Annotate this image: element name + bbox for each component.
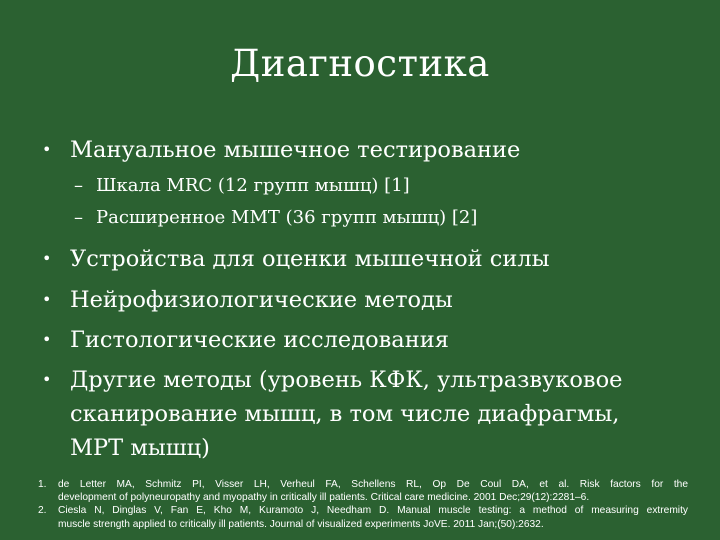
reference-text: development of polyneuropathy and myopathy in critically ill patients. Critical care medicine. 2001 Dec;29(12):2281–6.: [58, 492, 590, 504]
reference-text: de Letter MA, Schmitz PI, Visser LH, Verheul FA, Schellens RL, Op De Coul DA, et al. Risk factors for the: [58, 479, 688, 490]
bullet-item-strength-devices: [42, 242, 550, 276]
reference-item: [38, 504, 688, 530]
dash-icon: –: [74, 207, 83, 228]
bullet-text: Гистологические исследования: [70, 327, 449, 353]
bullet-item-manual-testing: [42, 133, 520, 167]
reference-text: Ciesla N, Dinglas V, Fan E, Kho M, Kuramoto J, Needham D. Manual muscle testing: a method of measuring extremity: [58, 505, 688, 517]
reference-number: 1.: [38, 479, 47, 490]
bullet-line: сканирование мышц, в том числе диафрагмы,: [70, 401, 620, 427]
bullet-icon: •: [42, 140, 52, 159]
sub-bullet-text: Шкала MRC (12 групп мышц) [1]: [96, 175, 410, 196]
bullet-icon: •: [42, 330, 52, 349]
bullet-text: Устройства для оценки мышечной силы: [70, 246, 550, 272]
bullet-text: Мануальное мышечное тестирование: [70, 137, 521, 163]
slide-title: Диагностика: [230, 42, 490, 85]
sub-bullet-text: Расширенное ММТ (36 групп мышц) [2]: [96, 207, 478, 228]
bullet-line: [42, 363, 622, 397]
bullet-icon: •: [42, 370, 52, 389]
bullet-icon: •: [42, 249, 52, 268]
reference-item: [38, 478, 688, 504]
bullet-text: Нейрофизиологические методы: [70, 287, 453, 313]
sub-bullet-mrc-scale: [74, 172, 410, 200]
bullet-text: Другие методы (уровень КФК, ультразвуковое: [70, 367, 623, 393]
bullet-item-other-methods: [42, 363, 622, 465]
reference-number: 2.: [38, 505, 47, 517]
sub-bullet-extended-mmt: [74, 204, 477, 232]
bullet-line: МРТ мышц): [70, 435, 210, 461]
bullet-item-histology: [42, 323, 449, 357]
reference-text: muscle strength applied to critically ill patients. Journal of visualized experiments JoVE. 2011 Jan;(50):2632.: [58, 518, 544, 530]
bullet-icon: •: [42, 290, 52, 309]
bullet-item-neurophysiology: [42, 283, 453, 317]
dash-icon: –: [74, 175, 83, 196]
references: [38, 478, 688, 531]
